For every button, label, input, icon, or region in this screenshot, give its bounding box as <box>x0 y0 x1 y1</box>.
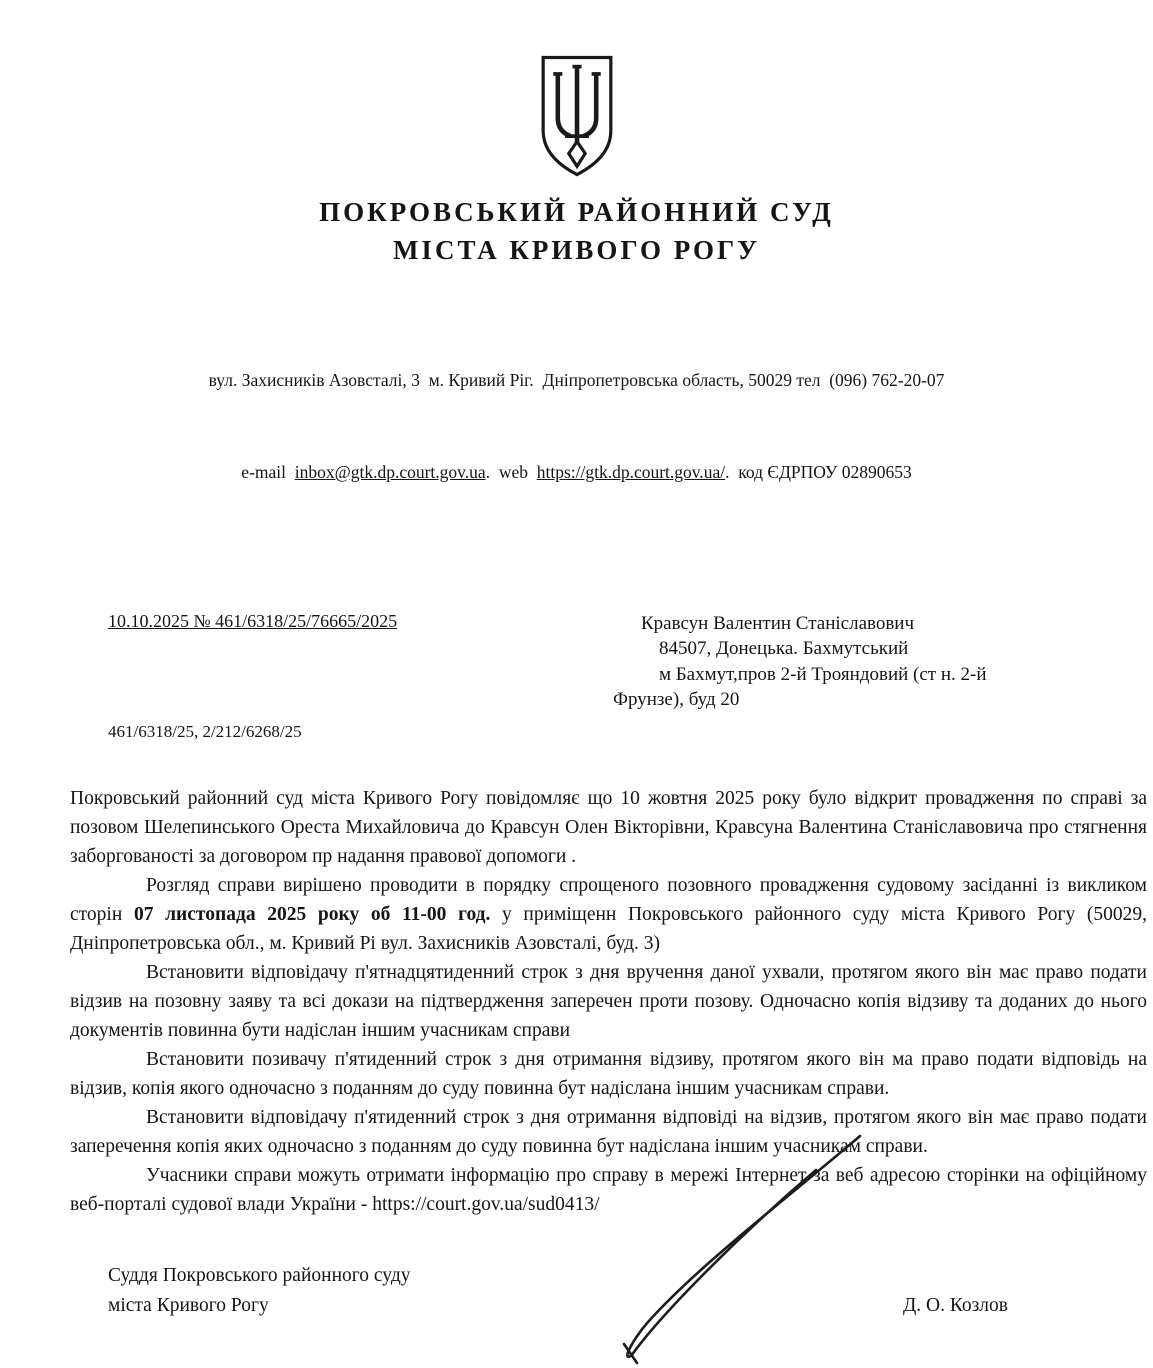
website-url: https://gtk.dp.court.gov.ua/ <box>536 461 726 482</box>
paragraph-defendant-objection: Встановити відповідачу п'ятиденний строк з дня отримання відповіді на відзив, протягом якого він має право подати заперечення копія яких одночасно з поданням до суду повинна бут надіслана іншим учасникам справи. <box>70 1107 1147 1158</box>
paragraph-case-opened: Покровський районний суд міста Кривого Рогу повідомляє що 10 жовтня 2025 року було відкрит провадження по справі за позовом Шелепинського Ореста Михайловича до Кравсун Олен Вікторівни, Кравсуна Валентина Станіславовича про стягнення заборгованості за договором пр надання правової допомоги . <box>70 788 1147 868</box>
paragraph-web-portal-info <box>70 1161 1147 1219</box>
hearing-text-post: у приміщенн Покровського районного суду міста Кривого Рогу (50029, Дніпропетровська обл., м. Кривий Рі вул. Захисників Азовсталі, буд. 3) <box>70 904 1147 955</box>
edrpou-code: . код ЄДРПОУ 02890653 <box>725 461 912 482</box>
hearing-datetime: 07 листопада 2025 року об 11-00 год. <box>133 904 491 926</box>
recipient-name: Кравсун Валентин Станіславович <box>641 612 915 634</box>
reference-and-recipient-row <box>0 611 1153 713</box>
ukraine-trident-emblem-icon <box>533 52 621 180</box>
contact-web-line <box>0 457 1153 488</box>
court-name <box>0 194 1153 270</box>
judge-role-line2: міста Кривого Рогу <box>108 1294 269 1316</box>
judge-role-line1: Суддя Покровського районного суду <box>108 1265 411 1287</box>
judge-name: Д. О. Козлов <box>902 1294 1008 1316</box>
recipient-street-line2: Фрунзе), буд 20 <box>613 688 740 710</box>
court-portal-url: https://court.gov.ua/sud0413/ <box>372 1194 600 1216</box>
court-contact-info <box>0 304 1153 549</box>
contact-address-line: вул. Захисників Азовсталі, 3 м. Кривий Ріг. Дніпропетровська область, 50029 тел (096) 762-20-07 <box>208 369 945 390</box>
signature-block <box>0 1261 1153 1320</box>
paragraph-plaintiff-5-days: Встановити позивачу п'ятиденний строк з дня отримання відзиву, протягом якого він ма право подати відповідь на відзив, копія якого одночасно з поданням до суду повинна бут надіслана іншим учасникам справи. <box>70 1049 1147 1100</box>
court-name-line2: МІСТА КРИВОГО РОГУ <box>392 234 761 265</box>
email-address: inbox@gtk.dp.court.gov.ua <box>294 461 486 482</box>
case-number: 461/6318/25, 2/212/6268/25 <box>108 722 302 742</box>
recipient-address-block <box>613 611 1033 713</box>
outgoing-reference-number: 10.10.2025 № 461/6318/25/76665/2025 <box>108 610 398 631</box>
letter-body <box>0 784 1153 1219</box>
judge-role <box>108 1261 411 1320</box>
court-name-line1: ПОКРОВСЬКИЙ РАЙОННИЙ СУД <box>319 197 834 227</box>
portal-text: Учасники справи можуть отримати інформацію про справу в мережі Інтернет за веб адресою сторінки на офіційному веб-порталі судової влади України - <box>70 1165 1147 1216</box>
web-label: . web <box>485 461 537 482</box>
hearing-text-pre: Розгляд справи вирішено проводити в порядку спрощеного позовного провадження судовому засіданні із викликом сторін <box>70 875 1147 926</box>
paragraph-defendant-15-days: Встановити відповідачу п'ятнадцятиденний строк з дня вручення даної ухвали, протягом якого він має право подати відзив на позовну заяву та всі докази на підтвердження заперечен проти позову. Одночасно копія відзиву та доданих до нього документів повинна бути надіслан іншим учасникам справи <box>70 962 1147 1042</box>
recipient-street-line1: м Бахмут,пров 2-й Трояндовий (ст н. 2-й <box>659 663 987 685</box>
recipient-region: 84507, Донецька. Бахмутський <box>659 638 909 660</box>
paragraph-hearing-date <box>70 871 1147 958</box>
email-label: e-mail <box>241 461 295 482</box>
